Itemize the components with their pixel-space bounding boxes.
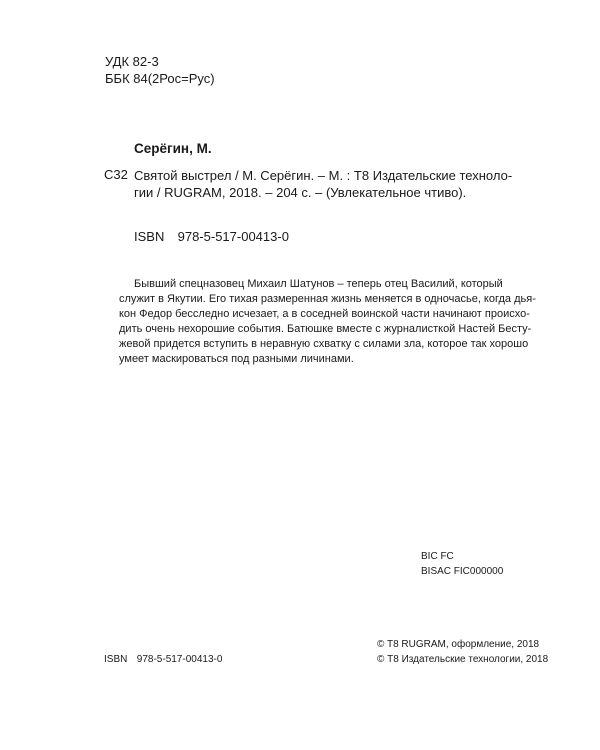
author-mark: С32 [104,167,128,182]
annotation-text [119,277,536,367]
isbn-footer [104,654,222,665]
isbn-main-value: 978-5-517-00413-0 [177,229,289,244]
isbn-footer-value: 978-5-517-00413-0 [136,654,223,665]
copyright-line-1: © T8 RUGRAM, оформление, 2018 [377,639,540,650]
annotation-line: кон Федор бесследно исчезает, а в соседней воинской части начинают происхо- [119,308,530,320]
bisac-code: BISAC FIC000000 [421,566,504,577]
annotation-line: дить очень нехорошие события. Батюшке вместе с журналисткой Настей Бесту- [119,323,532,335]
copyright-line-2: © Т8 Издательские технологии, 2018 [377,654,549,665]
isbn-footer-label: ISBN [104,654,128,665]
bic-code: BIC FC [421,551,454,562]
bibliographic-record [134,167,513,201]
annotation-line: служит в Якутии. Его тихая размеренная жизнь меняется в одночасье, когда дья- [119,293,536,305]
bbk-code: ББК 84(2Рос=Рус) [105,71,215,86]
annotation-line: умеет маскироваться под разными личинами. [119,353,354,365]
record-line-1: Святой выстрел / М. Серёгин. – М. : Т8 Издательские техноло- [134,168,513,183]
isbn-main [134,229,289,244]
udk-code: УДК 82-3 [105,54,159,69]
record-line-2: гии / RUGRAM, 2018. – 204 с. – (Увлекательное чтиво). [134,185,467,200]
annotation-line: жевой придется вступить в неравную схватку с силами зла, которое так хорошо [119,338,529,350]
author-heading: Серёгин, М. [134,141,212,156]
annotation-line: Бывший спецназовец Михаил Шатунов – теперь отец Василий, который [134,278,503,290]
isbn-main-label: ISBN [134,229,165,244]
